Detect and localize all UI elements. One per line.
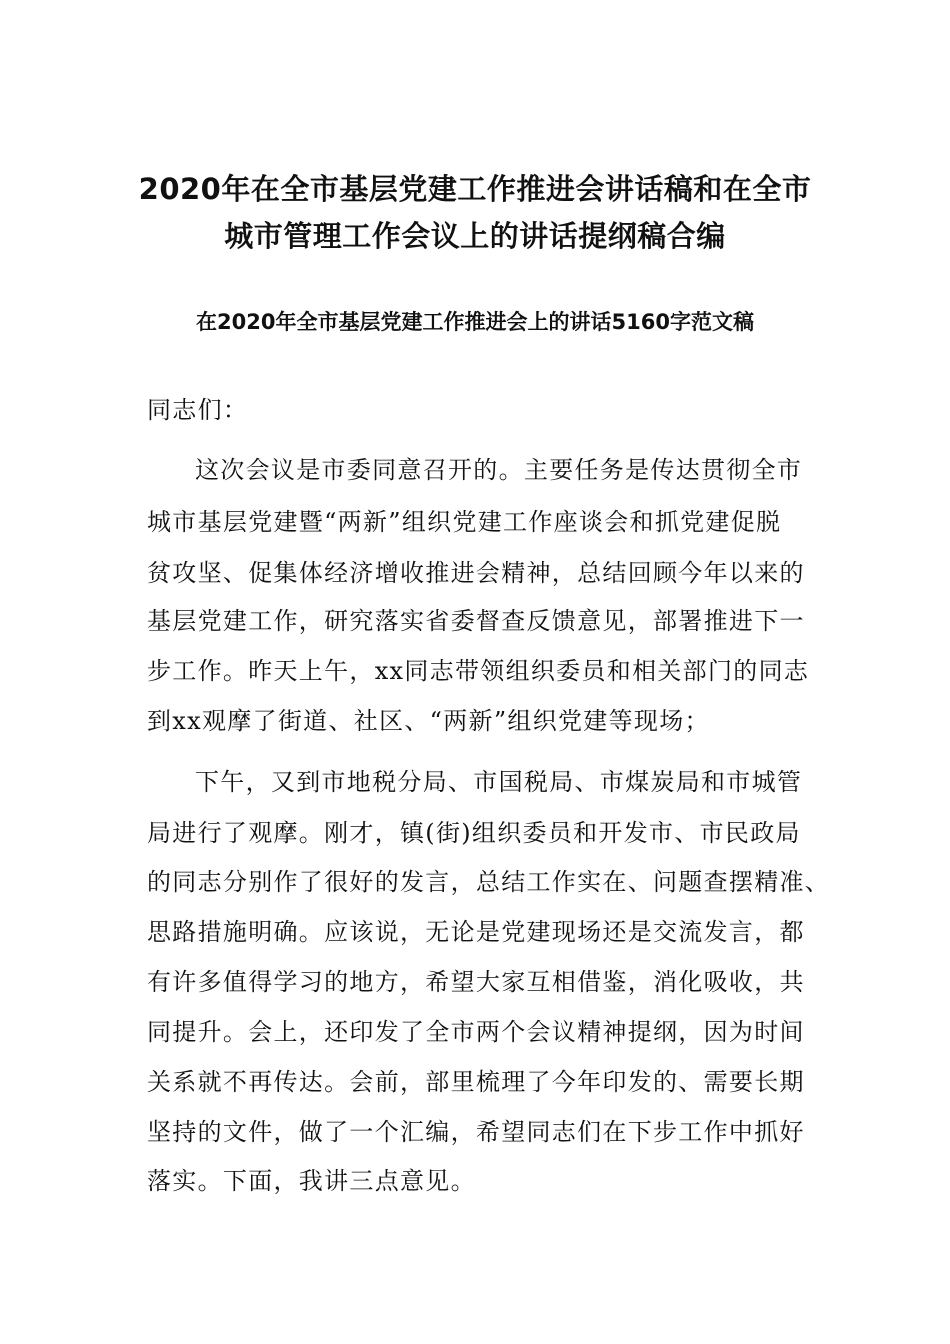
paragraph-1-line: 基层党建工作，研究落实省委督查反馈意见，部署推进下一 <box>147 607 805 635</box>
paragraph-1-line: 到xx观摩了街道、社区、“两新”组织党建等现场； <box>147 707 710 735</box>
paragraph-2-line: 下午，又到市地税分局、市国税局、市煤炭局和市城管 <box>195 768 803 796</box>
paragraph-1-line: 这次会议是市委同意召开的。主要任务是传达贯彻全市 <box>195 456 803 484</box>
paragraph-2-line: 落实。下面，我讲三点意见。 <box>147 1167 476 1195</box>
paragraph-2-line: 关系就不再传达。会前，部里梳理了今年印发的、需要长期 <box>147 1068 805 1096</box>
paragraph-2-line: 坚持的文件，做了一个汇编，希望同志们在下步工作中抓好 <box>147 1118 805 1146</box>
paragraph-1-line: 贫攻坚、促集体经济增收推进会精神，总结回顾今年以来的 <box>147 559 805 587</box>
greeting: 同志们： <box>147 396 249 424</box>
speech-subtitle: 在2020年全市基层党建工作推进会上的讲话5160字范文稿 <box>196 310 754 334</box>
paragraph-2-line: 同提升。会上，还印发了全市两个会议精神提纲，因为时间 <box>147 1018 805 1046</box>
paragraph-2-line: 思路措施明确。应该说，无论是党建现场还是交流发言，都 <box>147 918 805 946</box>
document-title-line-1: 2020年在全市基层党建工作推进会讲话稿和在全市 <box>138 172 812 206</box>
paragraph-1-line: 步工作。昨天上午，xx同志带领组织委员和相关部门的同志 <box>147 657 810 685</box>
paragraph-1-line: 城市基层党建暨“两新”组织党建工作座谈会和抓党建促脱 <box>147 508 782 536</box>
paragraph-2-line: 有许多值得学习的地方，希望大家互相借鉴，消化吸收，共 <box>147 968 805 996</box>
paragraph-2-line: 的同志分别作了很好的发言，总结工作实在、问题查摆精准、 <box>147 868 831 896</box>
paragraph-2-line: 局进行了观摩。刚才，镇(街)组织委员和开发市、市民政局 <box>147 819 801 847</box>
document-title-line-2: 城市管理工作会议上的讲话提纲稿合编 <box>224 219 726 253</box>
